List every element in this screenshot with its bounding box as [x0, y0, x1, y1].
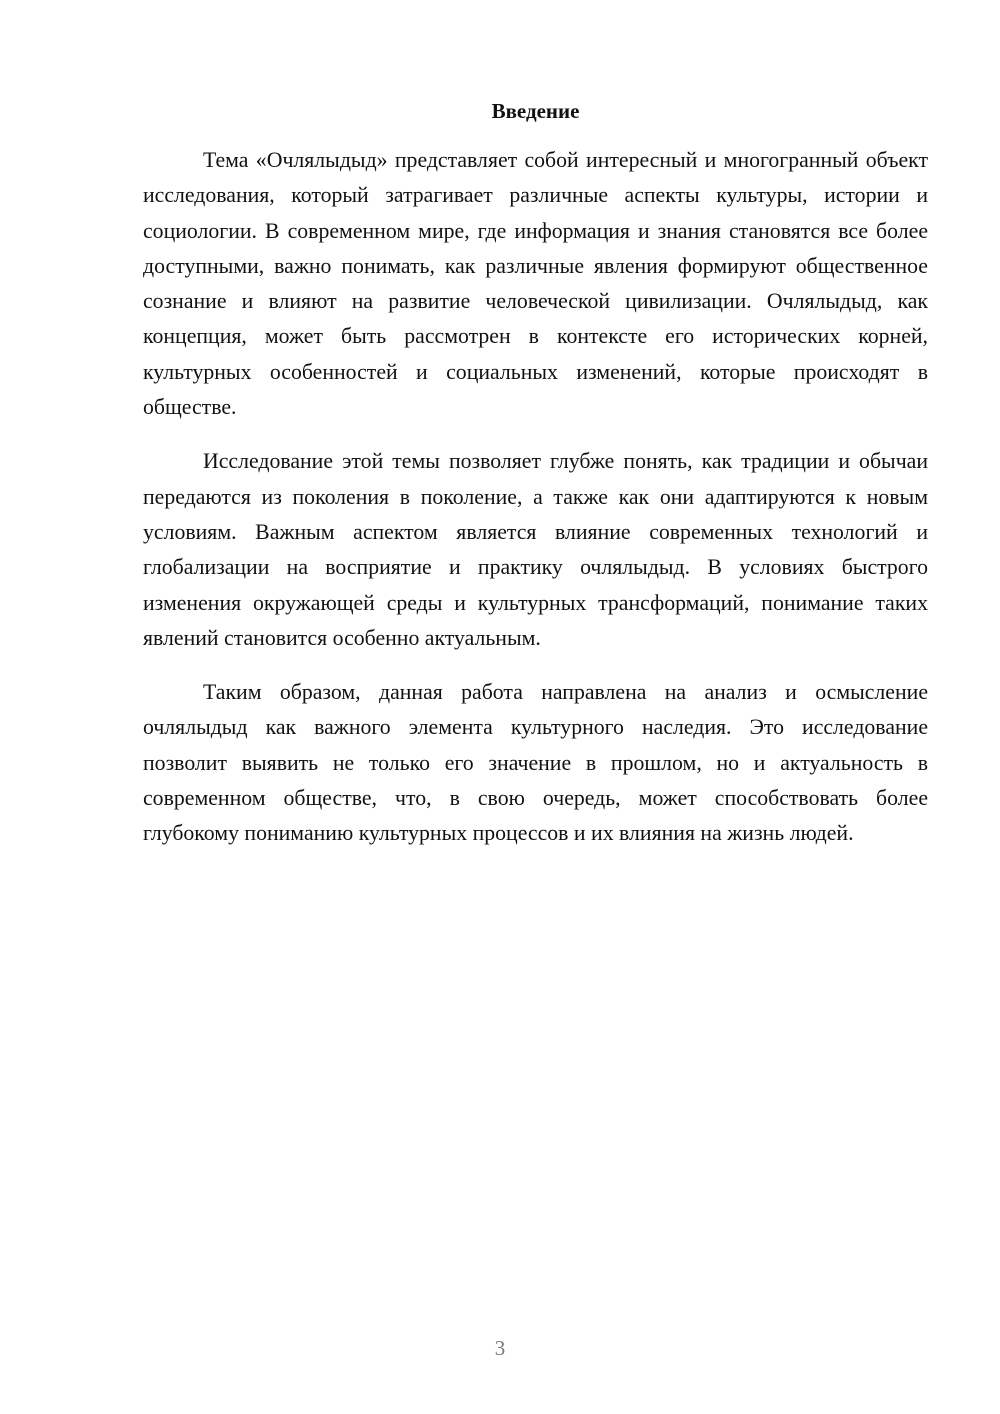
- paragraph-1: Тема «Очлялыдыд» представляет собой интересный и многогранный объект исследования, который затрагивает различные аспекты культуры, истории и социологии. В современном мире, где информация и знания становятся все более доступными, важно понимать, как различные явления формируют общественное сознание и влияют на развитие человеческой цивилизации. Очлялыдыд, как концепция, может быть рассмотрен в контексте его исторических корней, культурных особенностей и социальных изменений, которые происходят в обществе.: [143, 148, 928, 420]
- section-heading: Введение: [491, 99, 580, 123]
- page-content: [143, 96, 928, 852]
- paragraph-3: Таким образом, данная работа направлена на анализ и осмысление очлялыдыд как важного элемента культурного наследия. Это исследование позволит выявить не только его значение в прошлом, но и актуальность в современном обществе, что, в свою очередь, может способствовать более глубокому пониманию культурных процессов и их влияния на жизнь людей.: [143, 680, 928, 846]
- paragraph-2: Исследование этой темы позволяет глубже понять, как традиции и обычаи передаются из поколения в поколение, а также как они адаптируются к новым условиям. Важным аспектом является влияние современных технологий и глобализации на восприятие и практику очлялыдыд. В условиях быстрого изменения окружающей среды и культурных трансформаций, понимание таких явлений становится особенно актуальным.: [143, 449, 928, 650]
- page-number: 3: [494, 1336, 506, 1360]
